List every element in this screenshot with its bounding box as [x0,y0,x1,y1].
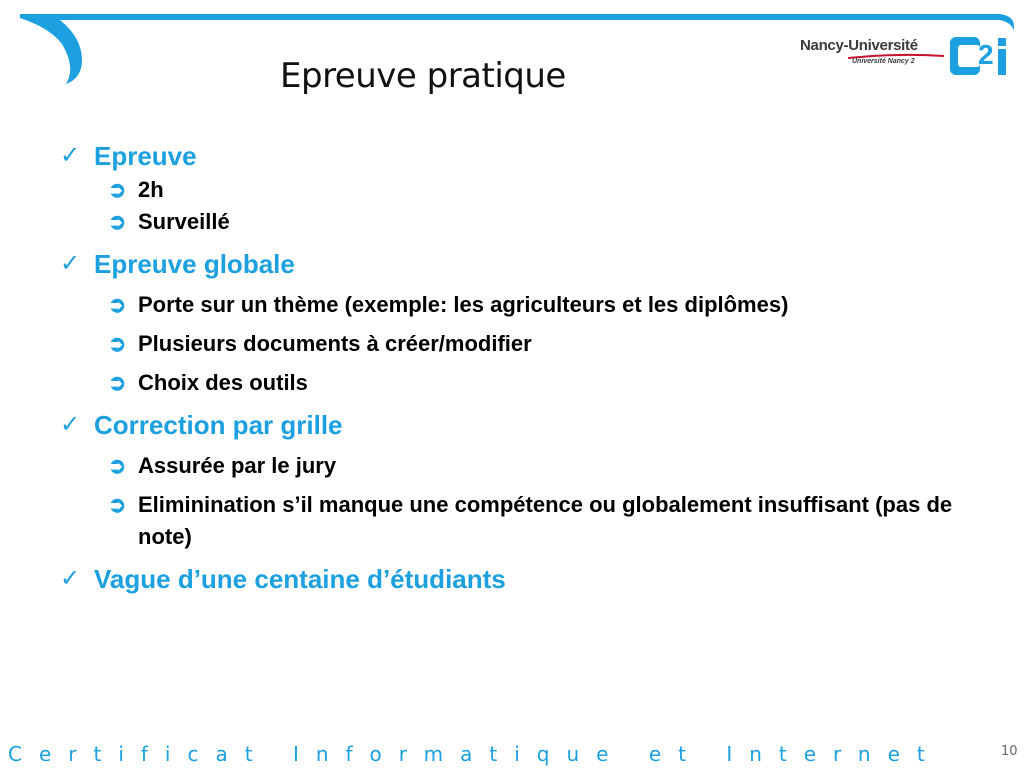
bullet-epreuve-globale [60,246,960,282]
sub-bullet-label: Choix des outils [138,370,308,395]
curved-arrow-icon: ➲ [108,331,127,356]
checkmark-icon: ✓ [60,250,81,277]
bullet-correction [60,407,960,443]
bullet-label: Vague d’une centaine d’étudiants [94,564,506,594]
bullet-label: Correction par grille [94,410,343,440]
logo-university-subtitle: Université Nancy 2 [852,58,915,65]
checkmark-icon: ✓ [60,565,81,592]
c2i-logo [948,33,1018,79]
curved-arrow-icon: ➲ [108,492,127,517]
curved-arrow-icon: ➲ [108,292,127,317]
bullet-label: Epreuve globale [94,249,295,279]
sub-bullet-label: Porte sur un thème (exemple: les agriculteurs et les diplômes) [138,292,789,317]
checkmark-icon: ✓ [60,142,81,169]
university-logo [800,33,1020,83]
svg-text:2: 2 [978,39,994,70]
bullet-epreuve [60,138,960,174]
sub-bullet-duration [60,174,960,206]
sub-bullet-outils [60,367,960,399]
page-number: 10 [1001,744,1018,759]
curved-arrow-icon: ➲ [108,370,127,395]
sub-bullet-theme [60,289,960,321]
bullet-label: Epreuve [94,141,197,171]
curved-arrow-icon: ➲ [108,209,127,234]
sub-bullet-label: Assurée par le jury [138,453,337,478]
checkmark-icon: ✓ [60,411,81,438]
sub-bullet-label: 2h [138,177,164,202]
sub-bullet-jury [60,450,960,482]
slide-bullet-list [60,138,960,597]
logo-university-name: Nancy-Université [800,37,918,54]
sub-bullet-documents [60,328,960,360]
sub-bullet-elimination [60,489,960,553]
slide-title: Epreuve pratique [280,56,566,96]
sub-bullet-label: Surveillé [138,209,230,234]
sub-bullet-label: Plusieurs documents à créer/modifier [138,331,532,356]
sub-bullet-label: Eliminination s’il manque une compétence ou globalement insuffisant (pas de note) [138,492,953,549]
bullet-vague-etudiants [60,561,960,597]
curved-arrow-icon: ➲ [108,453,127,478]
curved-arrow-icon: ➲ [108,177,127,202]
sub-bullet-surveille [60,206,960,238]
footer-tagline: Certificat Informatique et Internet [8,742,942,766]
